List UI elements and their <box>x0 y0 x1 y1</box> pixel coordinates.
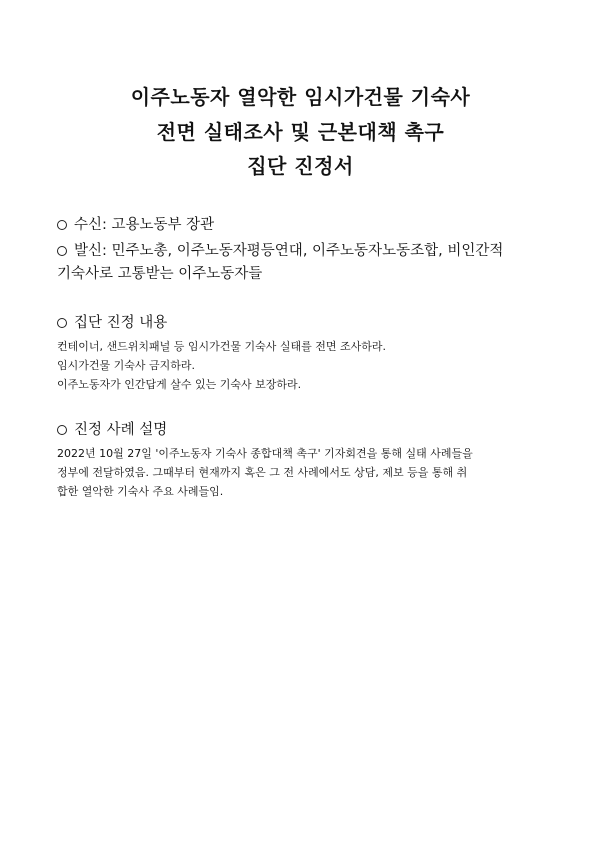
circle-bullet-icon <box>57 220 67 230</box>
recipient-label: 수신: 고용노동부 장관 <box>74 217 215 233</box>
title-line-3: 집단 진정서 <box>247 154 354 178</box>
cases-heading: 진정 사례 설명 <box>74 422 168 438</box>
circle-bullet-icon <box>57 246 67 256</box>
petition-heading: 집단 진정 내용 <box>74 315 168 331</box>
cases-section <box>57 419 547 501</box>
title-line-1: 이주노동자 열악한 임시가건물 기숙사 <box>130 85 471 109</box>
circle-bullet-icon <box>57 425 67 435</box>
petition-section <box>57 312 547 394</box>
petition-item: 임시가건물 기숙사 금지하라. <box>57 359 196 372</box>
sender-line-1: 발신: 민주노총, 이주노동자평등연대, 이주노동자노동조합, 비인간적 <box>74 243 504 259</box>
cases-line: 정부에 전달하였음. 그때부터 현재까지 혹은 그 전 사례에서도 상담, 제보 등을 통해 취 <box>57 466 468 479</box>
circle-bullet-icon <box>57 318 67 328</box>
cases-line: 2022년 10월 27일 '이주노동자 기숙사 종합대책 촉구' 기자회견을 통해 실태 사례들을 <box>57 447 473 460</box>
cases-line: 합한 열악한 기숙사 주요 사례들임. <box>57 485 224 498</box>
petition-item: 컨테이너, 샌드위치패널 등 임시가건물 기숙사 실태를 전면 조사하라. <box>57 340 386 353</box>
sender-line-2: 기숙사로 고통받는 이주노동자들 <box>57 266 263 282</box>
document-title <box>0 82 601 186</box>
petition-item: 이주노동자가 인간답게 살수 있는 기숙사 보장하라. <box>57 378 302 391</box>
title-line-2: 전면 실태조사 및 근본대책 촉구 <box>156 119 445 144</box>
sender-section <box>57 240 547 286</box>
recipient-section <box>57 214 547 237</box>
